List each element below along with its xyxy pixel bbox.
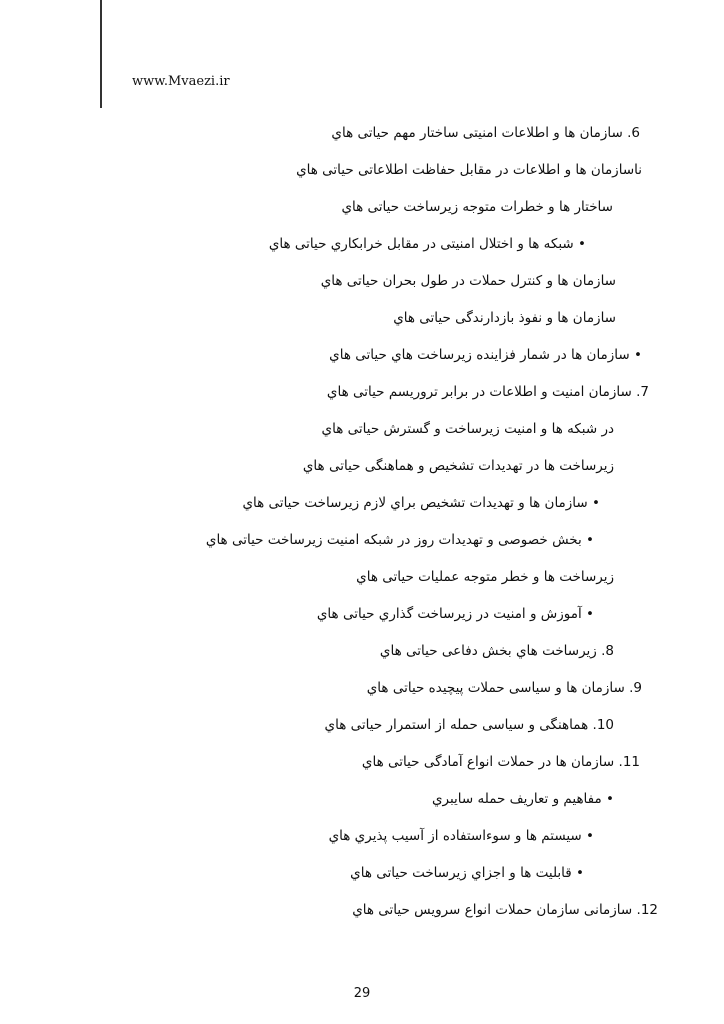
page-number: 29 — [353, 986, 371, 1001]
content-line: زیرساخت ها و خطر متوجه عملیات حیاتی هاي — [356, 569, 614, 585]
content-line: 10. هماهنگی و سیاسی حمله از استمرار حیاتی هاي — [324, 717, 614, 733]
content-line: • مفاهیم و تعاریف حمله سایبري — [431, 791, 614, 807]
site-url-link[interactable]: www.Mvaezi.ir — [132, 74, 230, 89]
header-vertical-rule — [100, 0, 102, 108]
content-line: 6. سازمان ها و اطلاعات امنیتی ساختار مهم حیاتی هاي — [331, 125, 640, 141]
content-line: • سازمان ها در شمار فزاینده زیرساخت هاي حیاتی هاي — [329, 347, 642, 363]
content-line: ناسازمان ها و اطلاعات در مقابل حفاظت اطلاعاتی حیاتی هاي — [296, 162, 642, 178]
content-line: سازمان ها و نفوذ بازدارندگی حیاتی هاي — [393, 310, 616, 326]
content-line: زیرساخت ها در تهدیدات تشخیص و هماهنگی حیاتی هاي — [302, 458, 614, 474]
content-line: 8. زیرساخت هاي بخش دفاعی حیاتی هاي — [379, 643, 614, 659]
content-line: • قابلیت ها و اجزاي زیرساخت حیاتی هاي — [350, 865, 584, 881]
content-line: • آموزش و امنیت در زیرساخت گذاري حیاتی هاي — [316, 606, 594, 622]
content-line: • سازمان ها و تهدیدات تشخیص براي لازم زیرساخت حیاتی هاي — [242, 495, 600, 511]
content-line: سازمان ها و کنترل حملات در طول بحران حیاتی هاي — [320, 273, 616, 289]
content-line: • سیستم ها و سوءاستفاده از آسیب پذیري هاي — [328, 828, 594, 844]
content-line: • بخش خصوصی و تهدیدات روز در شبکه امنیت زیرساخت حیاتی هاي — [205, 532, 594, 548]
content-line: ساختار ها و خطرات متوجه زیرساخت حیاتی هاي — [341, 199, 613, 215]
content-line: در شبکه ها و امنیت زیرساخت و گسترش حیاتی هاي — [321, 421, 614, 437]
content-line: 11. سازمان ها در حملات انواع آمادگی حیاتی هاي — [361, 754, 640, 770]
content-line: 7. سازمان امنیت و اطلاعات در برابر تروریسم حیاتی هاي — [326, 384, 649, 400]
content-line: 9. سازمان ها و سیاسی حملات پیچیده حیاتی هاي — [366, 680, 642, 696]
content-line: • شبکه ها و اختلال امنیتی در مقابل خرابکاري حیاتی هاي — [268, 236, 586, 252]
content-line: 12. سازمانی سازمان حملات انواع سرویس حیاتی هاي — [352, 902, 658, 918]
